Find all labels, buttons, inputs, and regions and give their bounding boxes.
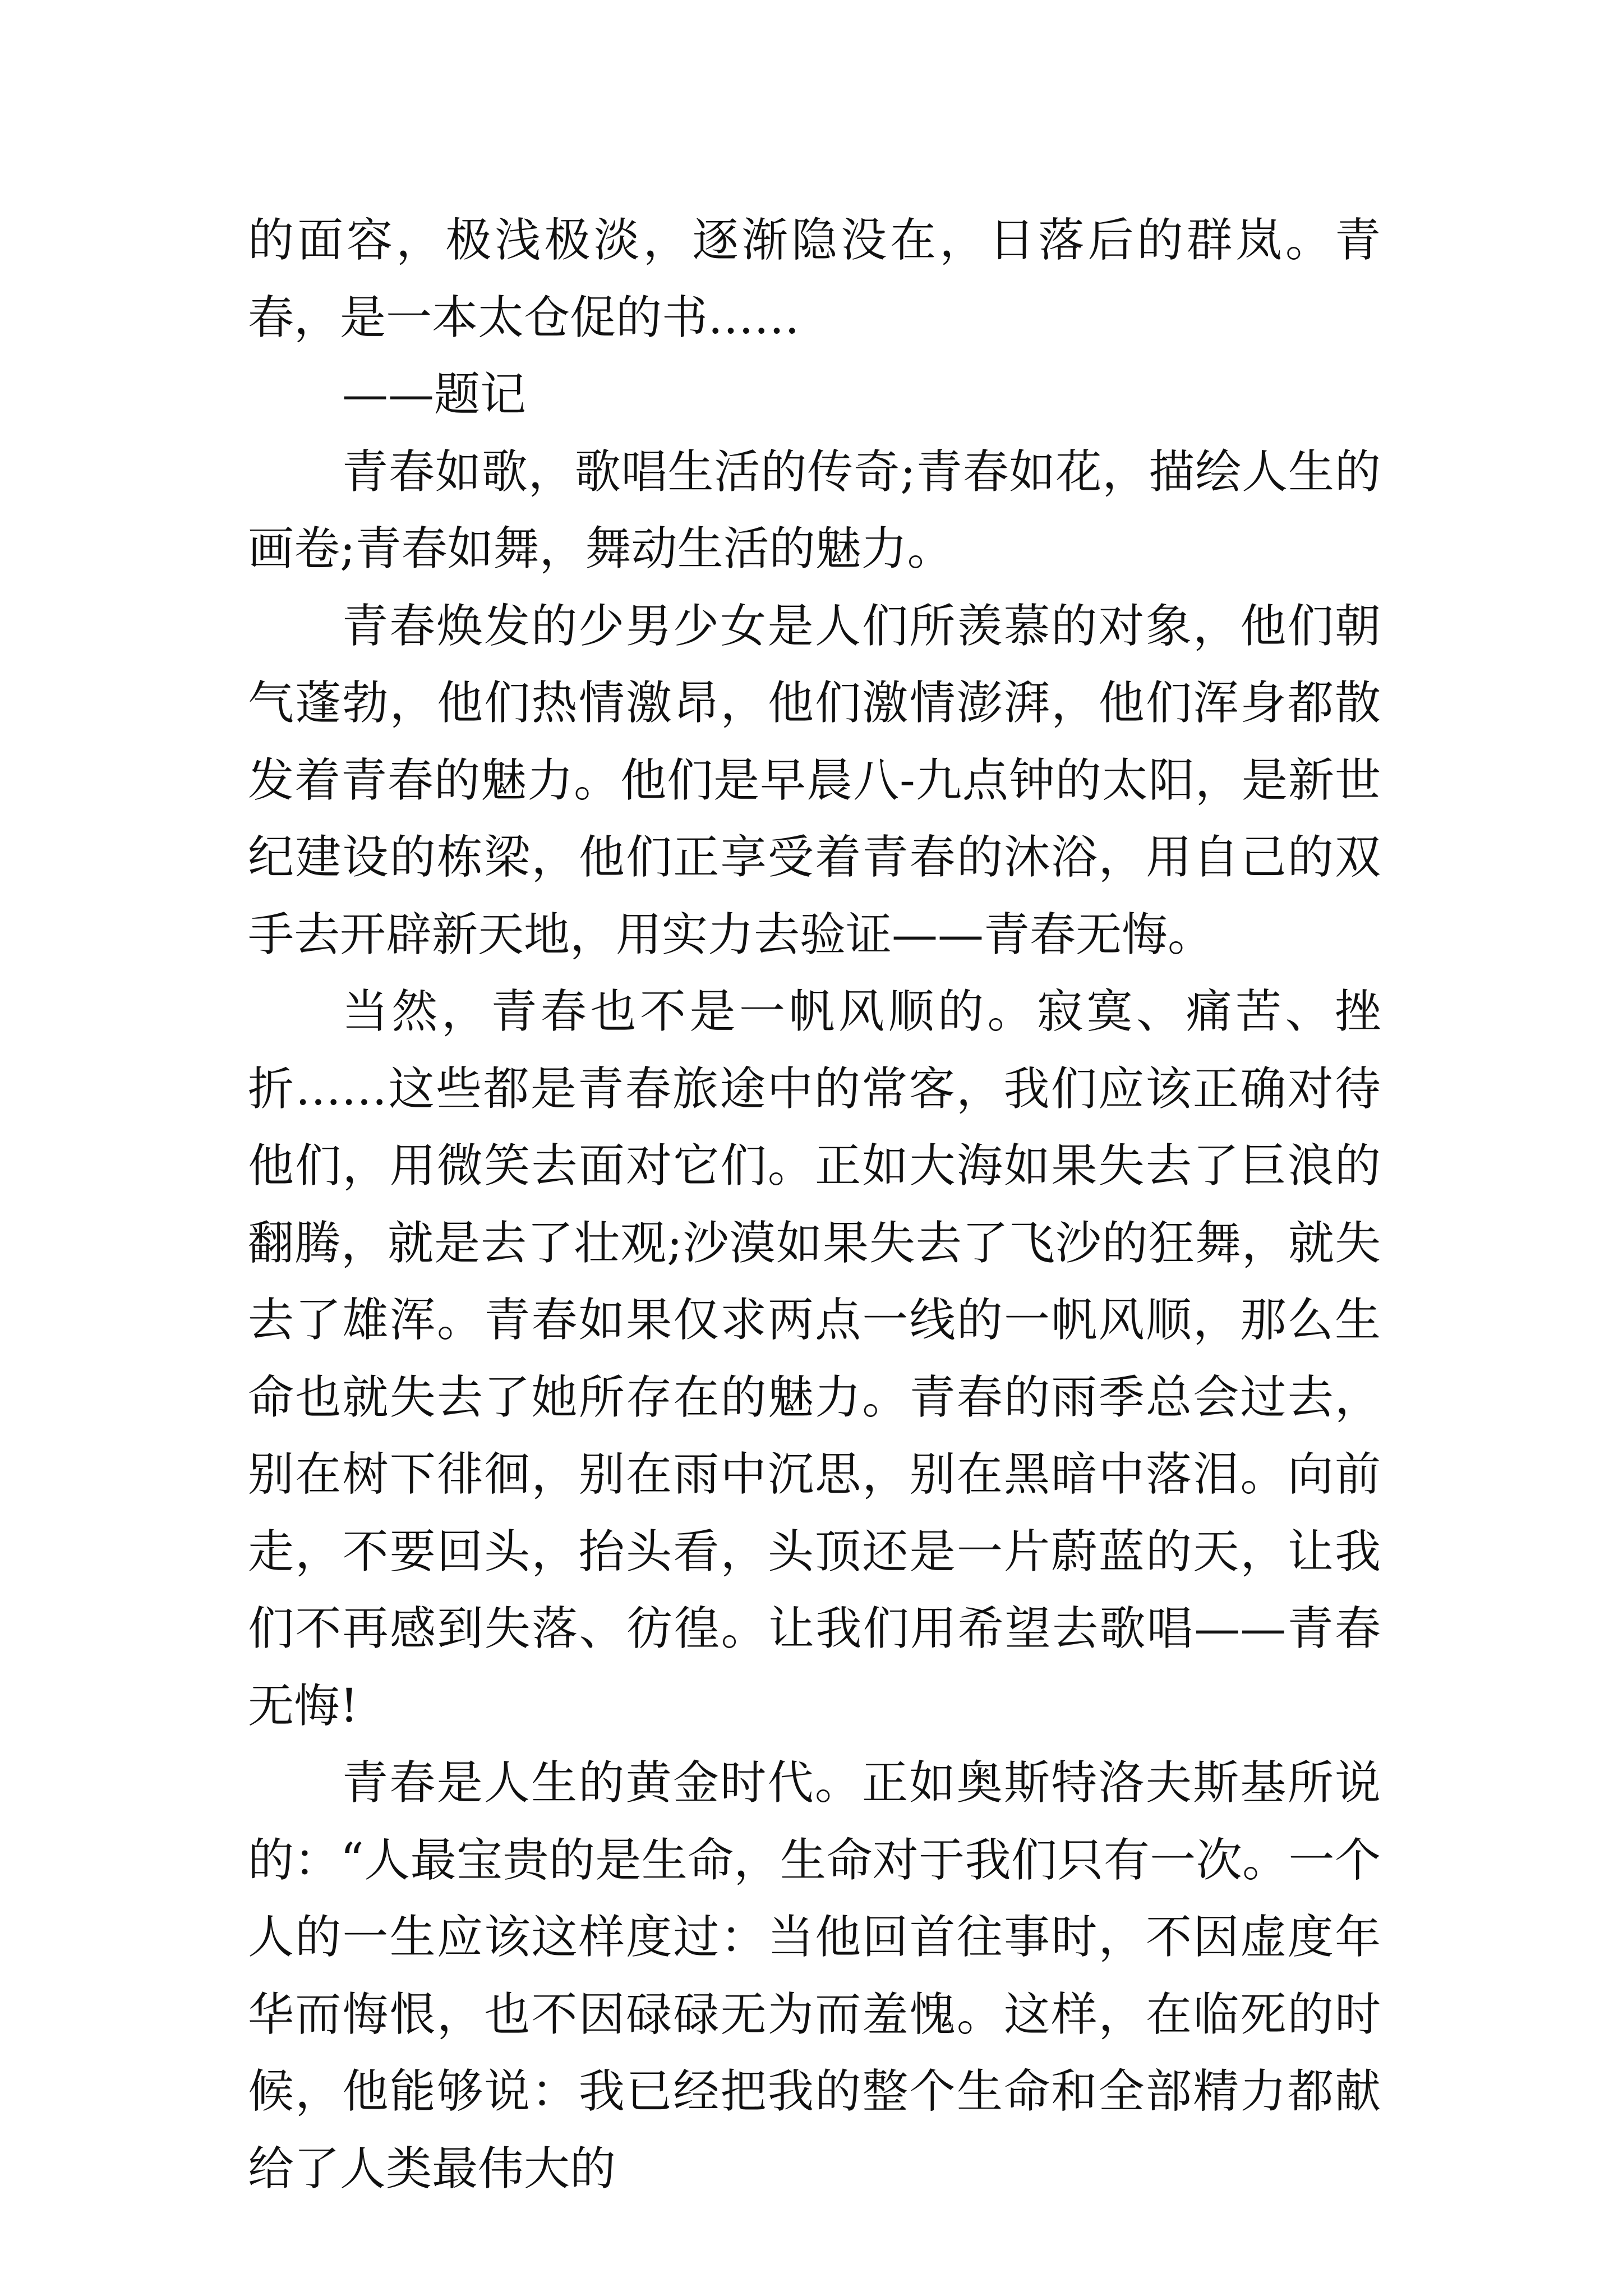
paragraph-golden-age: 青春是人生的黄金时代。正如奥斯特洛夫斯基所说的：“人最宝贵的是生命，生命对于我们只有一次。一个人的一生应该这样度过：当他回首往事时，不因虚度年华而悔恨，也不因碌碌无为而羞愧。这样，在临死的时候，他能够说：我已经把我的整个生命和全部精力都献给了人类最伟大的 [248, 1756, 1381, 2196]
paragraph-inscription: ——题记 [342, 368, 527, 421]
paragraph-continued: 的面容，极浅极淡，逐渐隐没在，日落后的群岚。青春，是一本太仓促的书…… [248, 214, 1381, 344]
paragraph-youth-vigor: 青春焕发的少男少女是人们所羡慕的对象，他们朝气蓬勃，他们热情激昂，他们激情澎湃，他们浑身都散发着青春的魅力。他们是早晨八-九点钟的太阳，是新世纪建设的栋梁，他们正享受着青春的沐浴，用自己的双手去开辟新天地，用实力去验证——青春无悔。 [248, 599, 1381, 961]
paragraph-youth-song: 青春如歌，歌唱生活的传奇;青春如花，描绘人生的画卷;青春如舞，舞动生活的魅力。 [248, 445, 1381, 576]
document-body [248, 202, 1381, 2207]
paragraph-youth-hardship: 当然，青春也不是一帆风顺的。寂寞、痛苦、挫折……这些都是青春旅途中的常客，我们应该正确对待他们，用微笑去面对它们。正如大海如果失去了巨浪的翻腾，就是去了壮观;沙漠如果失去了飞沙的狂舞，就失去了雄浑。青春如果仅求两点一线的一帆风顺，那么生命也就失去了她所存在的魅力。青春的雨季总会过去，别在树下徘徊，别在雨中沉思，别在黑暗中落泪。向前走，不要回头，抬头看，头顶还是一片蔚蓝的天，让我们不再感到失落、彷徨。让我们用希望去歌唱——青春无悔! [248, 985, 1381, 1733]
